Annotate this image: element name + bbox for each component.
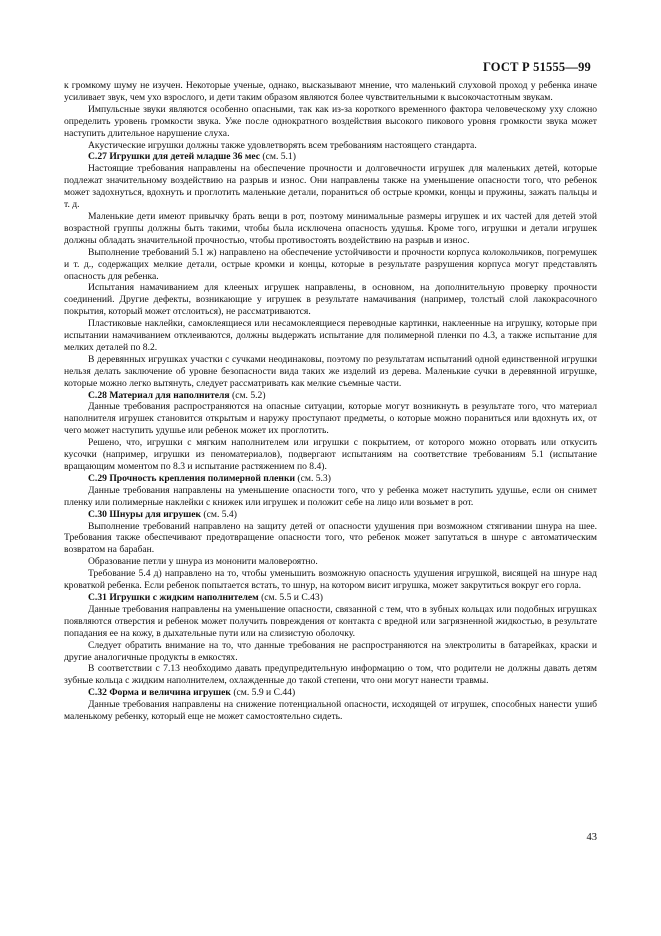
- section-heading-title: С.32 Форма и величина игрушек: [88, 687, 231, 699]
- paragraph: Выполнение требований 5.1 ж) направлено на обеспечение устойчивости и прочности корпуса колокольчиков, погремушек и т. д., содержащих мелкие детали, острые кромки и концы, которые в результате разрушения корпуса могут представлять опасность для ребенка.: [64, 246, 597, 282]
- section-heading: [64, 473, 597, 485]
- page-number: 43: [586, 832, 597, 843]
- section-heading-reference: (см. 5.2): [229, 389, 266, 401]
- paragraph: Акустические игрушки должны также удовлетворять всем требованиям настоящего стандарта.: [88, 139, 477, 151]
- section-heading-title: С.28 Материал для наполнителя: [88, 389, 230, 401]
- standard-designation: ГОСТ Р 51555—99: [482, 60, 591, 74]
- paragraph: В соответствии с 7.13 необходимо давать предупредительную информацию о том, что родители не должны давать детям зубные кольца с жидким наполнителем, охлажденные до такой степени, что они могут нанести травмы.: [64, 663, 597, 687]
- paragraph: Требование 5.4 д) направлено на то, чтобы уменьшить возможную опасность удушения игрушкой, висящей на шнуре над кроваткой ребенка. Если ребенок попытается встать, то шнур, на котором висит игрушка, может закрутиться вокруг его горла.: [64, 568, 597, 592]
- section-heading: [64, 151, 597, 163]
- section-heading: [64, 592, 597, 604]
- section-heading-title: С.27 Игрушки для детей младше 36 мес: [88, 151, 261, 163]
- paragraph: Выполнение требований направлено на защиту детей от опасности удушения при возможном стягивании шнура на шее. Требования также обеспечивают предотвращение опасности того, что ребенок может запутаться в шнуре с автоматическим возвратом на барабан.: [64, 520, 597, 556]
- document-body: [64, 80, 597, 723]
- paragraph: Данные требования направлены на уменьшение опасности, связанной с тем, что в зубных кольцах или подобных игрушках появляются отверстия и ребенок может получить повреждения от контакта с вредной или загрязненной жидкостью, в результате попадания ее на кожу, в дыхательные пути или на слизистую оболочку.: [64, 603, 597, 639]
- paragraph: Данные требования направлены на снижение потенциальной опасности, исходящей от игрушек, способных нанести ушиб маленькому ребенку, который еще не может самостоятельно сидеть.: [64, 699, 597, 723]
- section-heading: [64, 390, 597, 402]
- section-heading-title: С.29 Прочность крепления полимерной пленки: [88, 472, 296, 484]
- paragraph: Следует обратить внимание на то, что данные требования не распространяются на электролиты в батарейках, краски и другие аналогичные продукты в емкостях.: [64, 639, 597, 663]
- paragraph: Решено, что, игрушки с мягким наполнителем или игрушки с покрытием, от которого можно оторвать или откусить кусочки (например, игрушки из пеноматериалов), подвергают испытаниям на соответствие требованиям 5.1 (испытание вращающим моментом по 8.3 и испытание растяжением по 8.4).: [64, 437, 597, 472]
- section-heading-reference: (см. 5.9 и С.44): [230, 687, 296, 699]
- section-heading: [64, 509, 597, 521]
- paragraph: к громкому шуму не изучен. Некоторые ученые, однако, высказывают мнение, что маленький слуховой проход у ребенка иначе усиливает звук, чем ухо взрослого, и дети таким образом являются более чувствительными к высокочастотным звукам.: [64, 80, 597, 103]
- paragraph: Испытания намачиванием для клееных игрушек направлены, в основном, на дополнительную проверку прочности соединений. Другие дефекты, возникающие у игрушек в результате намачивания (например, толстый слой лакокрасочного покрытия, который может отслоиться), не рассматриваются.: [64, 282, 597, 318]
- section-heading-reference: (см. 5.5 и С.43): [258, 591, 323, 603]
- paragraph: Настоящие требования направлены на обеспечение прочности и долговечности игрушек для маленьких детей, которые подлежат значительному воздействию на разрыв и износ. Они направлены также на уменьшение опасности того, что ребенок может задохнуться, вдохнуть и проглотить маленькие детали, пораниться об острые кромки, концы и пружины, зажать пальцы и т. д.: [64, 163, 597, 211]
- section-heading-reference: (см. 5.3): [295, 472, 331, 484]
- paragraph: Образование петли у шнура из мононити маловероятно.: [88, 556, 318, 568]
- section-heading: [64, 687, 597, 699]
- section-heading-title: С.31 Игрушки с жидким наполнителем: [88, 591, 259, 603]
- section-heading-title: С.30 Шнуры для игрушек: [88, 508, 202, 520]
- paragraph: Импульсные звуки являются особенно опасными, так как из-за короткого временного фактора человеческому уху сложно определить уровень громкости звука. Уже после однократного воздействия высокого пикового уровня громкости звука может наступить длительное нарушение слуха.: [64, 103, 597, 139]
- section-heading-reference: (см. 5.4): [201, 508, 237, 520]
- section-heading-reference: (см. 5.1): [260, 151, 296, 163]
- paragraph: В деревянных игрушках участки с сучками неодинаковы, поэтому по результатам испытаний одной единственной игрушки нельзя делать заключение об уровне безопасности вида таких же изделий из дерева. Маленькие сучки в деревянной игрушке, которые можно легко вытянуть, следует рассматривать как мелкие съемные части.: [64, 353, 597, 389]
- paragraph: Данные требования распространяются на опасные ситуации, которые могут возникнуть в результате того, что материал наполнителя игрушек становится открытым и наружу проступают предметы, о которые можно пораниться или вдохнуть их, от чего может наступить удушье или ребенок может их проглотить.: [64, 401, 597, 437]
- paragraph: Маленькие дети имеют привычку брать вещи в рот, поэтому минимальные размеры игрушек и их частей для детей этой возрастной группы должны быть такими, чтобы была исключена опасность удушья. Кроме того, игрушки и детали игрушек должны обладать значительной прочностью, чтобы противостоять воздействию на разрыв и износ.: [64, 210, 597, 246]
- paragraph: Пластиковые наклейки, самоклеящиеся или несамоклеящиеся переводные картинки, наклеенные на игрушку, которые при испытании намачиванием отклеиваются, должны выдержать испытание для полимерной пленки по 4.3, а также испытание для мелких деталей по 8.2.: [64, 318, 597, 353]
- paragraph: Данные требования направлены на уменьшение опасности того, что у ребенка может наступить удушье, если он снимет пленку или полимерные наклейки с книжек или игрушек и положит себе на лицо или возьмет в рот.: [64, 484, 597, 508]
